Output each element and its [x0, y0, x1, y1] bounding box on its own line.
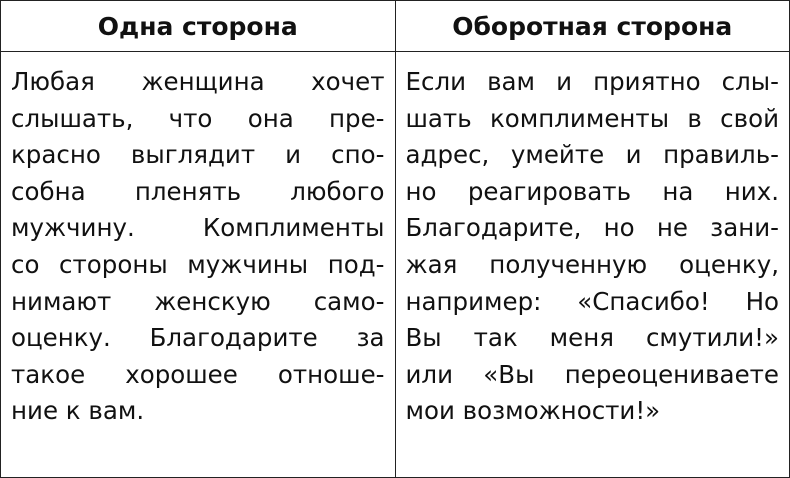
text-line: например: «Спасибо! Но — [405, 286, 779, 316]
text-line: Если вам и приятно слы- — [405, 67, 779, 96]
text-line: ние к вам. — [11, 396, 145, 426]
text-line: со стороны мужчины под- — [11, 249, 385, 279]
text-line: мужчину. Комплименты — [11, 213, 385, 243]
text-line: или «Вы переоцениваете — [405, 359, 779, 389]
text-line: нимают женскую само- — [11, 286, 385, 316]
text-line: собна пленять любого — [11, 176, 385, 206]
text-line: красно выглядит и спо- — [11, 140, 385, 170]
text-line: оценку. Благодарите за — [11, 323, 385, 353]
text-line: такое хорошее отноше- — [11, 359, 385, 389]
right-cell — [395, 52, 790, 478]
header-reverse-side: Оборотная сторона — [395, 1, 790, 52]
text-line: Любая женщина хочет — [11, 67, 385, 96]
header-one-side: Одна сторона — [1, 1, 396, 52]
text-line: адрес, умейте и правиль- — [405, 140, 779, 170]
text-line: но реагировать на них. — [405, 176, 779, 206]
text-line: жая полученную оценку, — [405, 249, 779, 279]
text-line: Вы так меня смутили!» — [405, 323, 779, 353]
text-line: шать комплименты в свой — [405, 103, 779, 133]
text-line: слышать, что она пре- — [11, 103, 385, 133]
left-cell — [1, 52, 396, 478]
text-line: мои возможности!» — [405, 396, 661, 426]
text-line: Благодарите, но не зани- — [405, 213, 779, 243]
